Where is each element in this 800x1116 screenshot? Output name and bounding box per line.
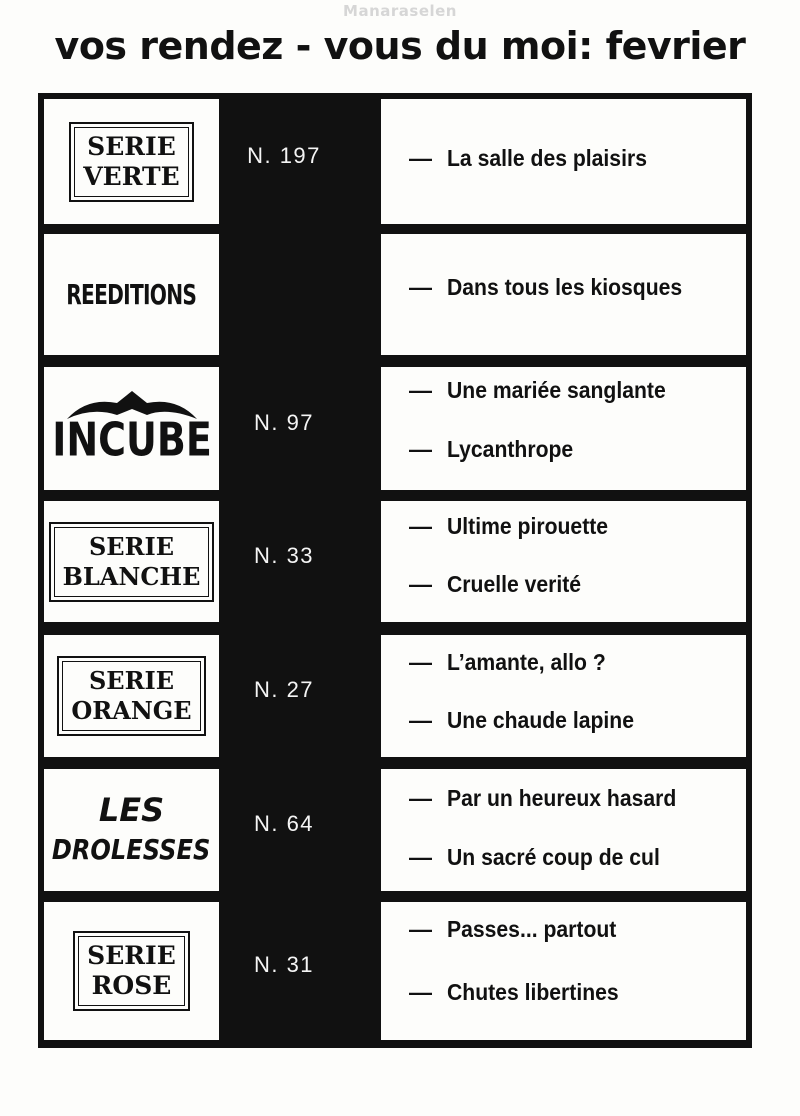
book-title: — Chutes libertines xyxy=(409,979,619,1005)
book-title: — Lycanthrope xyxy=(409,436,574,462)
issue-number-cell xyxy=(219,367,381,490)
series-logo-cell xyxy=(44,902,219,1040)
issue-number-cell xyxy=(219,902,381,1040)
book-title: — Par un heureux hasard xyxy=(409,785,677,811)
titles-cell xyxy=(381,234,746,355)
book-title: — Une mariée sanglante xyxy=(409,377,666,403)
issue-number-cell xyxy=(219,501,381,622)
series-logo-cell xyxy=(44,635,219,757)
series-logo-cell xyxy=(44,501,219,622)
svg-text:INCUBE: INCUBE xyxy=(51,412,212,467)
titles-cell xyxy=(381,769,746,891)
titles-cell xyxy=(381,902,746,1040)
book-title: — Dans tous les kiosques xyxy=(409,274,683,300)
issue-number: N. 64 xyxy=(253,811,315,836)
issue-number-cell xyxy=(219,769,381,891)
titles-cell xyxy=(381,99,746,224)
series-logo-cell xyxy=(44,234,219,355)
titles-cell xyxy=(381,635,746,757)
issue-number: N. 33 xyxy=(253,542,315,568)
book-title: — L’amante, allo ? xyxy=(409,649,606,675)
book-title: — Cruelle verité xyxy=(409,571,582,597)
table-row xyxy=(38,367,752,490)
titles-cell xyxy=(381,501,746,622)
series-logo-serie-rose: SERIE ROSE xyxy=(73,931,190,1011)
book-title: — Ultime pirouette xyxy=(409,513,609,539)
issue-number: N. 97 xyxy=(253,409,315,435)
page-title: vos rendez - vous du moi: fevrier xyxy=(54,24,746,68)
table-row xyxy=(38,501,752,622)
issue-number: N. 197 xyxy=(247,142,321,168)
series-logo-cell xyxy=(44,769,219,891)
series-logo-cell xyxy=(44,367,219,490)
issue-number-cell xyxy=(219,234,381,355)
schedule-table xyxy=(38,93,752,1048)
table-row xyxy=(38,234,752,355)
watermark: Manaraselen xyxy=(343,2,457,20)
issue-number-cell xyxy=(219,635,381,757)
issue-number-cell xyxy=(219,99,381,224)
series-logo-serie-blanche: SERIE BLANCHE xyxy=(49,522,215,602)
series-logo-serie-verte: SERIE VERTE xyxy=(69,122,193,202)
table-row xyxy=(38,99,752,224)
table-row xyxy=(38,902,752,1040)
book-title: — Un sacré coup de cul xyxy=(409,844,660,870)
issue-number: N. 27 xyxy=(253,677,315,702)
series-logo-les-drolesses: LES DROLESSES xyxy=(52,791,211,866)
issue-number: N. 31 xyxy=(253,952,315,977)
table-row xyxy=(38,635,752,757)
book-title: — Passes... partout xyxy=(409,916,617,942)
table-row xyxy=(38,769,752,891)
titles-cell xyxy=(381,367,746,490)
series-logo-reeditions: REEDITIONS xyxy=(66,278,197,311)
series-logo-serie-orange: SERIE ORANGE xyxy=(57,656,205,736)
series-logo-incube xyxy=(47,389,217,469)
series-logo-cell xyxy=(44,99,219,224)
book-title: — La salle des plaisirs xyxy=(409,145,647,171)
book-title: — Une chaude lapine xyxy=(409,707,634,733)
